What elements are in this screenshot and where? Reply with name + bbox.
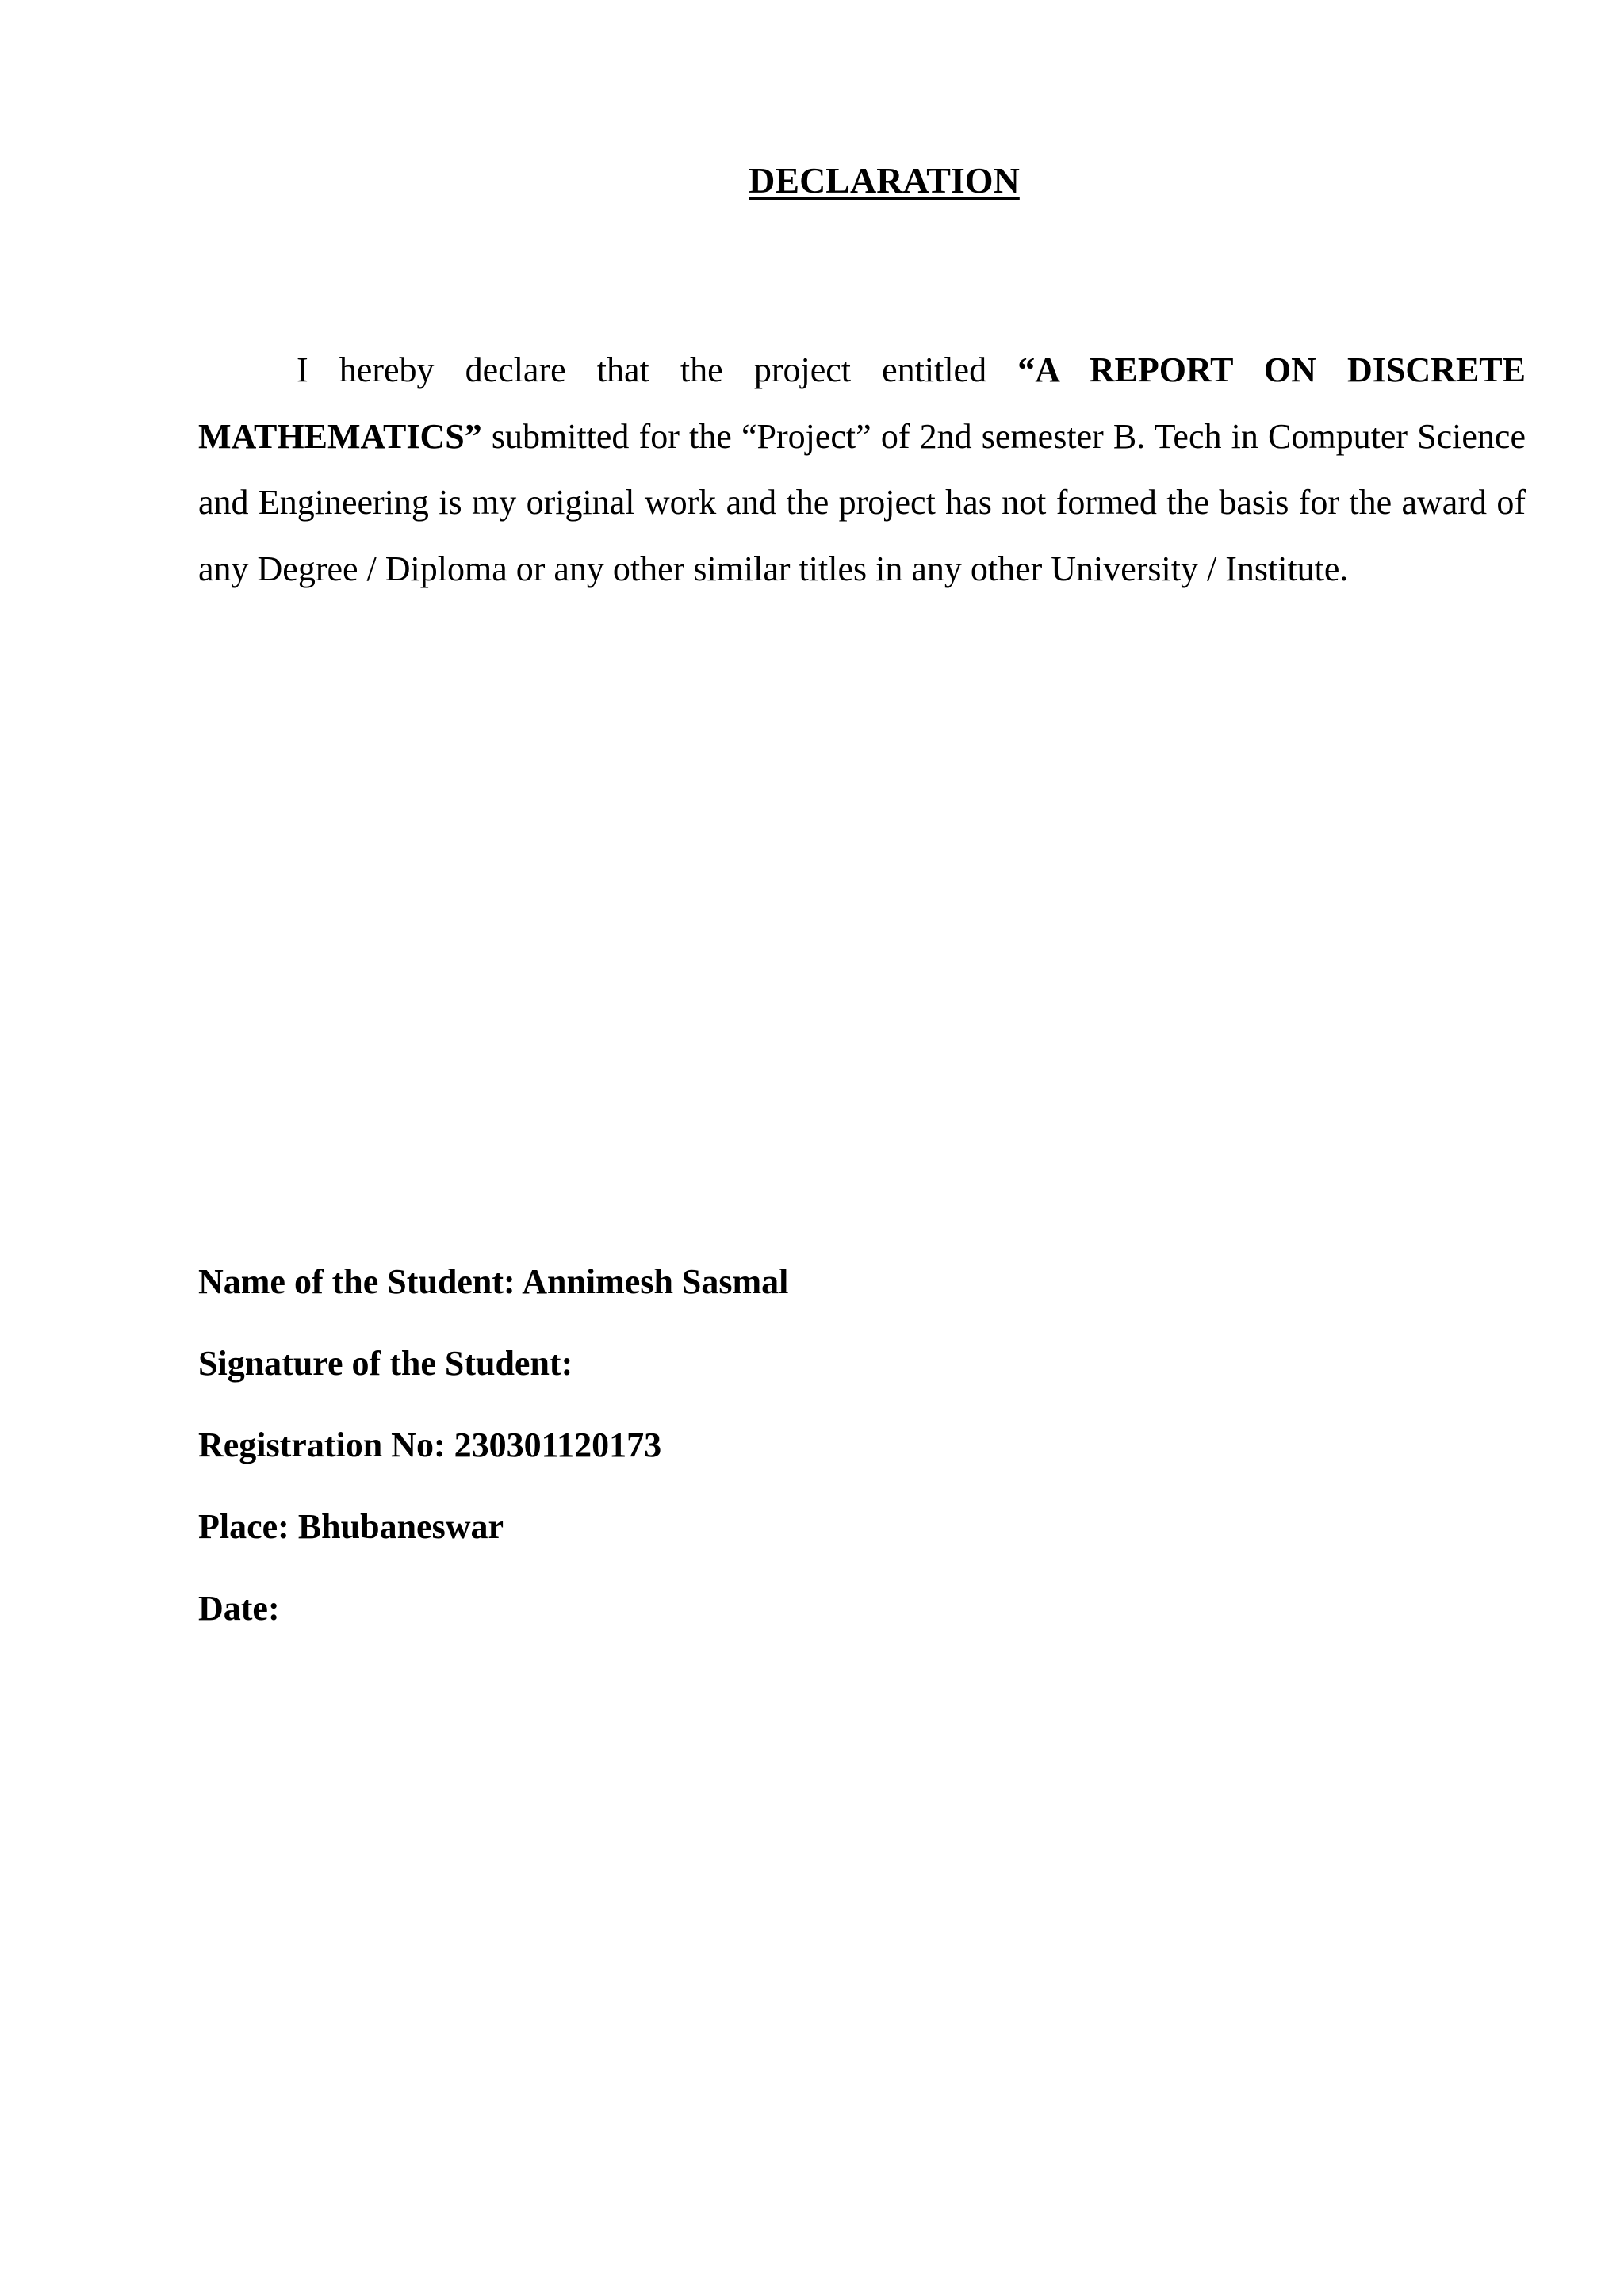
declaration-paragraph bbox=[198, 337, 1526, 602]
page-title: DECLARATION bbox=[749, 160, 1020, 201]
date: Date: bbox=[198, 1589, 280, 1628]
declaration-body: submitted for the “Project” of 2nd semester B. Tech in Computer Science and Engineering is my original work and the project has not formed the basis for the award of any Degree / Diploma or any other similar titles in any other University / Institute. bbox=[198, 416, 1526, 588]
project-title: “A REPORT ON DISCRETE MATHEMATICS” bbox=[198, 350, 1526, 456]
student-name: Name of the Student: Annimesh Sasmal bbox=[198, 1262, 789, 1301]
student-signature: Signature of the Student: bbox=[198, 1344, 573, 1383]
student-details bbox=[198, 1261, 1467, 1669]
declaration-intro: I hereby declare that the project entitled bbox=[297, 350, 1018, 389]
place: Place: Bhubaneswar bbox=[198, 1507, 504, 1546]
registration-number: Registration No: 230301120173 bbox=[198, 1425, 662, 1464]
